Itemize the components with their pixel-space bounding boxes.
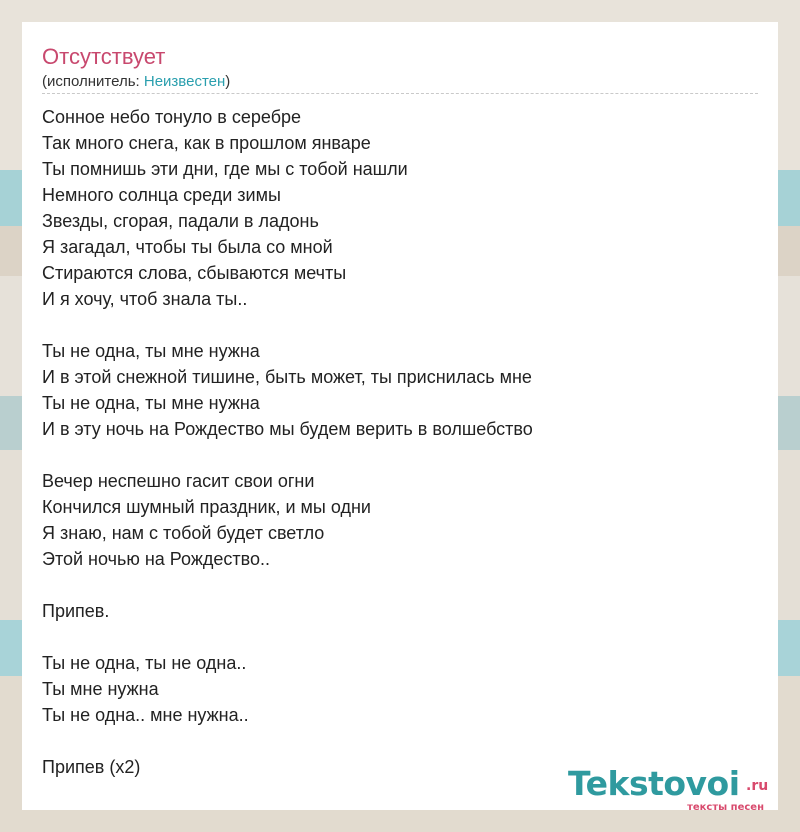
- logo-name: Tekstovoi: [568, 764, 740, 803]
- song-title: Отсутствует: [42, 44, 166, 69]
- lyric-line: И я хочу, чтоб знала ты..: [42, 289, 248, 309]
- lyric-line: [42, 624, 742, 650]
- lyric-line: Стираются слова, сбываются мечты: [42, 263, 347, 283]
- artist-suffix: ): [225, 73, 231, 90]
- lyric-line: [42, 442, 742, 468]
- lyric-line: Так много снега, как в прошлом январе: [42, 133, 371, 153]
- logo-tld: .ru: [746, 778, 769, 794]
- lyric-line: Кончился шумный праздник, и мы одни: [42, 497, 371, 517]
- lyric-line: Припев.: [42, 601, 110, 621]
- lyric-line: Ты не одна, ты мне нужна: [42, 393, 260, 413]
- artist-line: [42, 73, 230, 90]
- lyric-line: Сонное небо тонуло в серебре: [42, 107, 302, 127]
- lyric-line: Ты не одна.. мне нужна..: [42, 705, 249, 725]
- lyric-line: Ты не одна, ты не одна..: [42, 653, 247, 673]
- divider: [42, 93, 758, 94]
- lyrics-text: [42, 104, 742, 780]
- lyric-line: Ты мне нужна: [42, 679, 159, 699]
- lyric-line: Я знаю, нам с тобой будет светло: [42, 523, 325, 543]
- lyric-line: Этой ночью на Рождество..: [42, 549, 271, 569]
- lyric-line: И в этой снежной тишине, быть может, ты приснилась мне: [42, 367, 532, 387]
- artist-link[interactable]: Неизвестен: [143, 73, 226, 90]
- lyric-line: Припев (x2): [42, 757, 141, 777]
- lyric-line: И в эту ночь на Рождество мы будем верить в волшебство: [42, 419, 533, 439]
- lyric-line: Ты помнишь эти дни, где мы с тобой нашли: [42, 159, 408, 179]
- lyric-line: [42, 312, 742, 338]
- lyric-line: Я загадал, чтобы ты была со мной: [42, 237, 333, 257]
- lyric-line: [42, 572, 742, 598]
- site-logo[interactable]: [568, 764, 778, 814]
- artist-prefix: (исполнитель:: [42, 73, 144, 90]
- lyric-line: [42, 728, 742, 754]
- lyric-line: Ты не одна, ты мне нужна: [42, 341, 260, 361]
- lyric-line: Немного солнца среди зимы: [42, 185, 281, 205]
- logo-tagline: тексты песен: [687, 802, 764, 813]
- lyric-line: Звезды, сгорая, падали в ладонь: [42, 211, 319, 231]
- lyric-line: Вечер неспешно гасит свои огни: [42, 471, 315, 491]
- lyrics-card: [22, 22, 778, 813]
